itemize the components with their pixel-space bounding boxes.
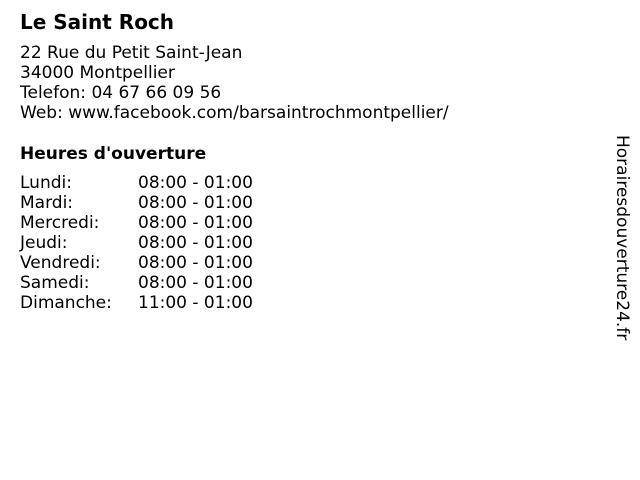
- day-hours: 11:00 - 01:00: [138, 293, 253, 313]
- business-name: Le Saint Roch: [20, 10, 175, 34]
- phone-number: 04 67 66 09 56: [91, 83, 222, 103]
- day-label: Dimanche:: [20, 293, 112, 313]
- phone-line: [20, 83, 449, 103]
- hours-heading: Heures d'ouverture: [20, 144, 207, 164]
- web-url: www.facebook.com/barsaintrochmontpellier/: [68, 103, 449, 123]
- address-block: [20, 43, 449, 123]
- day-label: Mardi:: [20, 193, 74, 213]
- web-line: [20, 103, 449, 123]
- day-hours: 08:00 - 01:00: [138, 213, 253, 233]
- hours-table: [20, 173, 253, 313]
- day-label: Jeudi:: [20, 233, 68, 253]
- day-label: Lundi:: [20, 173, 72, 193]
- day-hours: 08:00 - 01:00: [138, 253, 253, 273]
- phone-label: Telefon:: [20, 83, 87, 103]
- day-hours: 08:00 - 01:00: [138, 193, 253, 213]
- hours-row-sunday: [20, 293, 253, 313]
- hours-row-tuesday: [20, 193, 253, 213]
- day-label: Vendredi:: [20, 253, 101, 273]
- day-label: Samedi:: [20, 273, 90, 293]
- city-address: 34000 Montpellier: [20, 63, 175, 83]
- street-address: 22 Rue du Petit Saint-Jean: [20, 43, 243, 63]
- web-label: Web:: [20, 103, 63, 123]
- day-hours: 08:00 - 01:00: [138, 233, 253, 253]
- hours-row-thursday: [20, 233, 253, 253]
- day-hours: 08:00 - 01:00: [138, 173, 253, 193]
- site-watermark: Horairesdouverture24.fr: [612, 135, 632, 341]
- day-hours: 08:00 - 01:00: [138, 273, 253, 293]
- day-label: Mercredi:: [20, 213, 100, 233]
- hours-row-monday: [20, 173, 253, 193]
- hours-row-friday: [20, 253, 253, 273]
- hours-row-wednesday: [20, 213, 253, 233]
- hours-row-saturday: [20, 273, 253, 293]
